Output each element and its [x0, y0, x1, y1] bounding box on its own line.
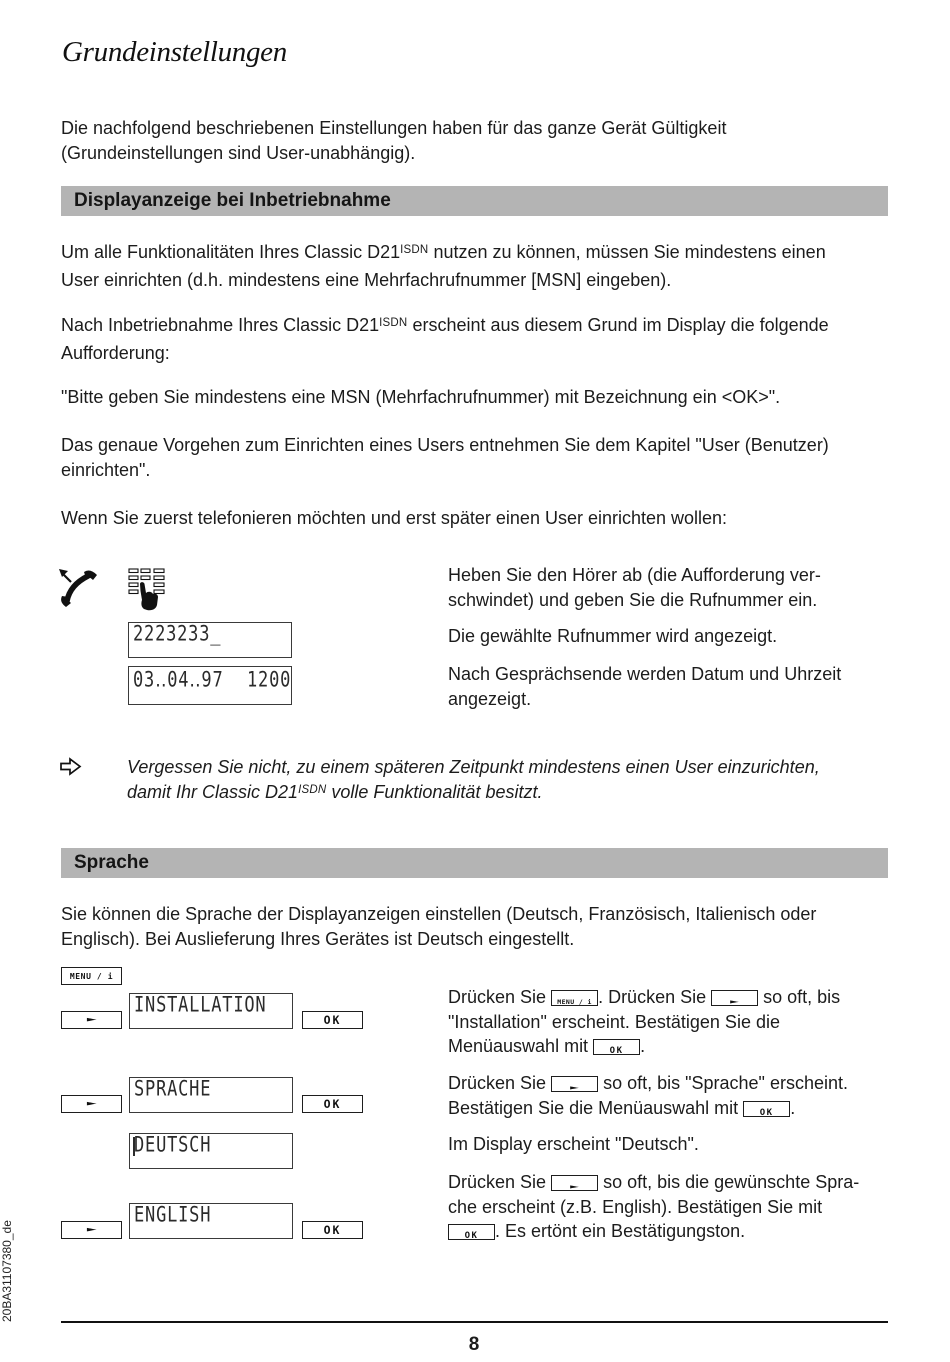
ok-key-inline: [743, 1101, 790, 1117]
document-code: 20BA31107380_de: [0, 1220, 14, 1322]
display-text: INSTALLATION: [134, 992, 267, 1018]
key-label: OK: [323, 1013, 342, 1027]
isdn-superscript: ISDN: [298, 783, 327, 796]
paragraph-line: [61, 313, 829, 341]
key-label: ►: [86, 1225, 97, 1235]
paragraph-language-intro: [61, 902, 816, 951]
section-heading-bar: [61, 186, 888, 216]
paragraph-line: [127, 780, 820, 808]
paragraph-line: Nach Gesprächsende werden Datum und Uhrzeit: [448, 664, 842, 684]
paragraph-line: User einrichten (d.h. mindestens eine Mehrfachrufnummer [MSN] eingeben).: [61, 269, 672, 290]
step-lift-handset: [448, 563, 821, 612]
display-text: 2223233_: [133, 621, 222, 647]
key-label: OK: [323, 1223, 342, 1237]
text-segment: . Drücken Sie: [598, 987, 707, 1007]
text-segment: volle Funktionalität besitzt.: [331, 781, 543, 802]
menu-key-inline: [551, 990, 598, 1006]
paragraph-line: Englisch). Bei Auslieferung Ihres Gerätes ist Deutsch eingestellt.: [61, 928, 575, 949]
page-title: Grundeinstellungen: [62, 36, 287, 68]
section-heading-bar: [61, 848, 888, 878]
paragraph-line: Das genaue Vorgehen zum Einrichten eines Users entnehmen Sie dem Kapitel "User (Benutzer): [61, 435, 829, 455]
key-label: ►: [570, 1182, 579, 1191]
paragraph-line: Sie können die Sprache der Displayanzeigen einstellen (Deutsch, Französisch, Italienisch oder: [61, 904, 817, 924]
key-label: MENU / i: [557, 998, 592, 1006]
display-time: 1200: [247, 667, 292, 693]
paragraph-line: [448, 1096, 848, 1121]
step-date-time-shown: [448, 662, 841, 711]
text-segment: so oft, bis: [763, 987, 841, 1007]
paragraph-line: [61, 240, 826, 268]
display-english: [129, 1203, 293, 1239]
text-segment: nutzen zu können, müssen Sie mindestens einen: [433, 242, 826, 262]
arrow-key-inline: [551, 1175, 598, 1191]
key-label: OK: [464, 1231, 479, 1240]
footer-rule: [61, 1321, 888, 1323]
paragraph-line: [448, 985, 840, 1010]
ok-key: [302, 1095, 363, 1113]
paragraph-line: Heben Sie den Hörer ab (die Aufforderung ver-: [448, 565, 821, 585]
ok-key-inline: [593, 1039, 640, 1055]
isdn-superscript: ISDN: [379, 317, 408, 329]
key-label: ►: [570, 1083, 579, 1092]
paragraph-line: schwindet) und geben Sie die Rufnummer ein.: [448, 589, 818, 610]
paragraph-setup-requirement: [61, 240, 826, 292]
key-label: OK: [609, 1046, 624, 1055]
paragraph-line: [448, 1071, 848, 1096]
key-label: OK: [323, 1097, 342, 1111]
paragraph-line: einrichten".: [61, 459, 151, 480]
section-heading: Displayanzeige bei Inbetriebnahme: [74, 190, 391, 211]
phone-handset-off-hook-icon: [57, 566, 99, 608]
paragraph-line: [448, 1034, 840, 1059]
text-segment: erscheint aus diesem Grund im Display die folgende: [412, 315, 829, 335]
paragraph-prompt-quote: [61, 385, 780, 410]
display-installation: [129, 993, 293, 1029]
text-segment: Drücken Sie: [448, 1073, 547, 1093]
paragraph-chapter-reference: [61, 433, 829, 482]
text-segment: damit Ihr Classic D21: [127, 781, 299, 802]
ok-key-inline: [448, 1224, 495, 1240]
display-dialed-number: [128, 622, 292, 658]
paragraph-call-first: [61, 506, 727, 531]
key-label: ►: [730, 997, 739, 1006]
display-text: DEUTSCH: [134, 1132, 212, 1158]
ok-key: [302, 1221, 363, 1239]
display-deutsch: [129, 1133, 293, 1169]
hand-arrow-note-icon: [59, 757, 83, 777]
menu-key: [61, 967, 122, 985]
step-select-sprache: [448, 1071, 848, 1120]
text-segment: Bestätigen Sie die Menüauswahl mit: [448, 1097, 739, 1118]
paragraph-line: Vergessen Sie nicht, zu einem späteren Zeitpunkt mindestens einen User einzurichten,: [127, 757, 820, 777]
step-choose-language: [448, 1170, 859, 1244]
text-segment: Drücken Sie: [448, 987, 547, 1007]
text-segment: .: [640, 1036, 646, 1056]
text-segment: Menüauswahl mit: [448, 1036, 589, 1056]
key-label: OK: [759, 1107, 774, 1117]
display-text: ENGLISH: [134, 1202, 212, 1228]
arrow-key-inline: [711, 990, 758, 1006]
note-text: [127, 755, 820, 807]
display-date: 03‥04‥97: [133, 667, 224, 693]
paragraph-line: Die gewählte Rufnummer wird angezeigt.: [448, 626, 778, 646]
isdn-superscript: ISDN: [400, 244, 429, 256]
key-label: ►: [86, 1099, 97, 1109]
paragraph-line: Im Display erscheint "Deutsch".: [448, 1134, 699, 1154]
paragraph-line: [448, 1219, 859, 1244]
ok-key: [302, 1011, 363, 1029]
arrow-key: [61, 1221, 122, 1239]
keypad-press-icon: [127, 567, 169, 613]
display-date-time: [128, 666, 292, 705]
paragraph-line: "Installation" erscheint. Bestätigen Sie die: [448, 1011, 780, 1032]
paragraph-line: angezeigt.: [448, 688, 532, 709]
text-segment: Nach Inbetriebnahme Ihres Classic D21: [61, 315, 380, 335]
section-heading: Sprache: [74, 852, 149, 873]
text-segment: Um alle Funktionalitäten Ihres Classic D21: [61, 242, 401, 262]
arrow-key: [61, 1011, 122, 1029]
arrow-key: [61, 1095, 122, 1113]
text-segment: Drücken Sie: [448, 1172, 547, 1192]
step-number-shown: [448, 624, 777, 649]
arrow-key-inline: [551, 1076, 598, 1092]
key-label: ►: [86, 1015, 97, 1025]
paragraph-line: che erscheint (z.B. English). Bestätigen Sie mit: [448, 1196, 823, 1217]
text-segment: . Es ertönt ein Bestätigungston.: [495, 1221, 746, 1241]
paragraph-display-prompt: [61, 313, 829, 365]
display-sprache: [129, 1077, 293, 1113]
paragraph-line: Wenn Sie zuerst telefonieren möchten und erst später einen User einrichten wollen:: [61, 508, 728, 528]
intro-paragraph: [61, 116, 726, 165]
display-text: SPRACHE: [134, 1076, 212, 1102]
step-open-menu: [448, 985, 840, 1059]
paragraph-line: Die nachfolgend beschriebenen Einstellungen haben für das ganze Gerät Gültigkeit: [61, 118, 727, 138]
paragraph-line: "Bitte geben Sie mindestens eine MSN (Mehrfachrufnummer) mit Bezeichnung ein <OK>".: [61, 387, 781, 407]
text-segment: so oft, bis die gewünschte Spra-: [603, 1172, 860, 1192]
key-label: MENU / i: [69, 971, 114, 981]
paragraph-line: Aufforderung:: [61, 342, 170, 363]
text-segment: so oft, bis "Sprache" erscheint.: [603, 1073, 848, 1093]
step-deutsch-shown: [448, 1132, 699, 1157]
paragraph-line: [448, 1170, 859, 1195]
text-segment: .: [790, 1097, 796, 1118]
paragraph-line: (Grundeinstellungen sind User-unabhängig).: [61, 142, 416, 163]
page-number: 8: [468, 1334, 480, 1355]
